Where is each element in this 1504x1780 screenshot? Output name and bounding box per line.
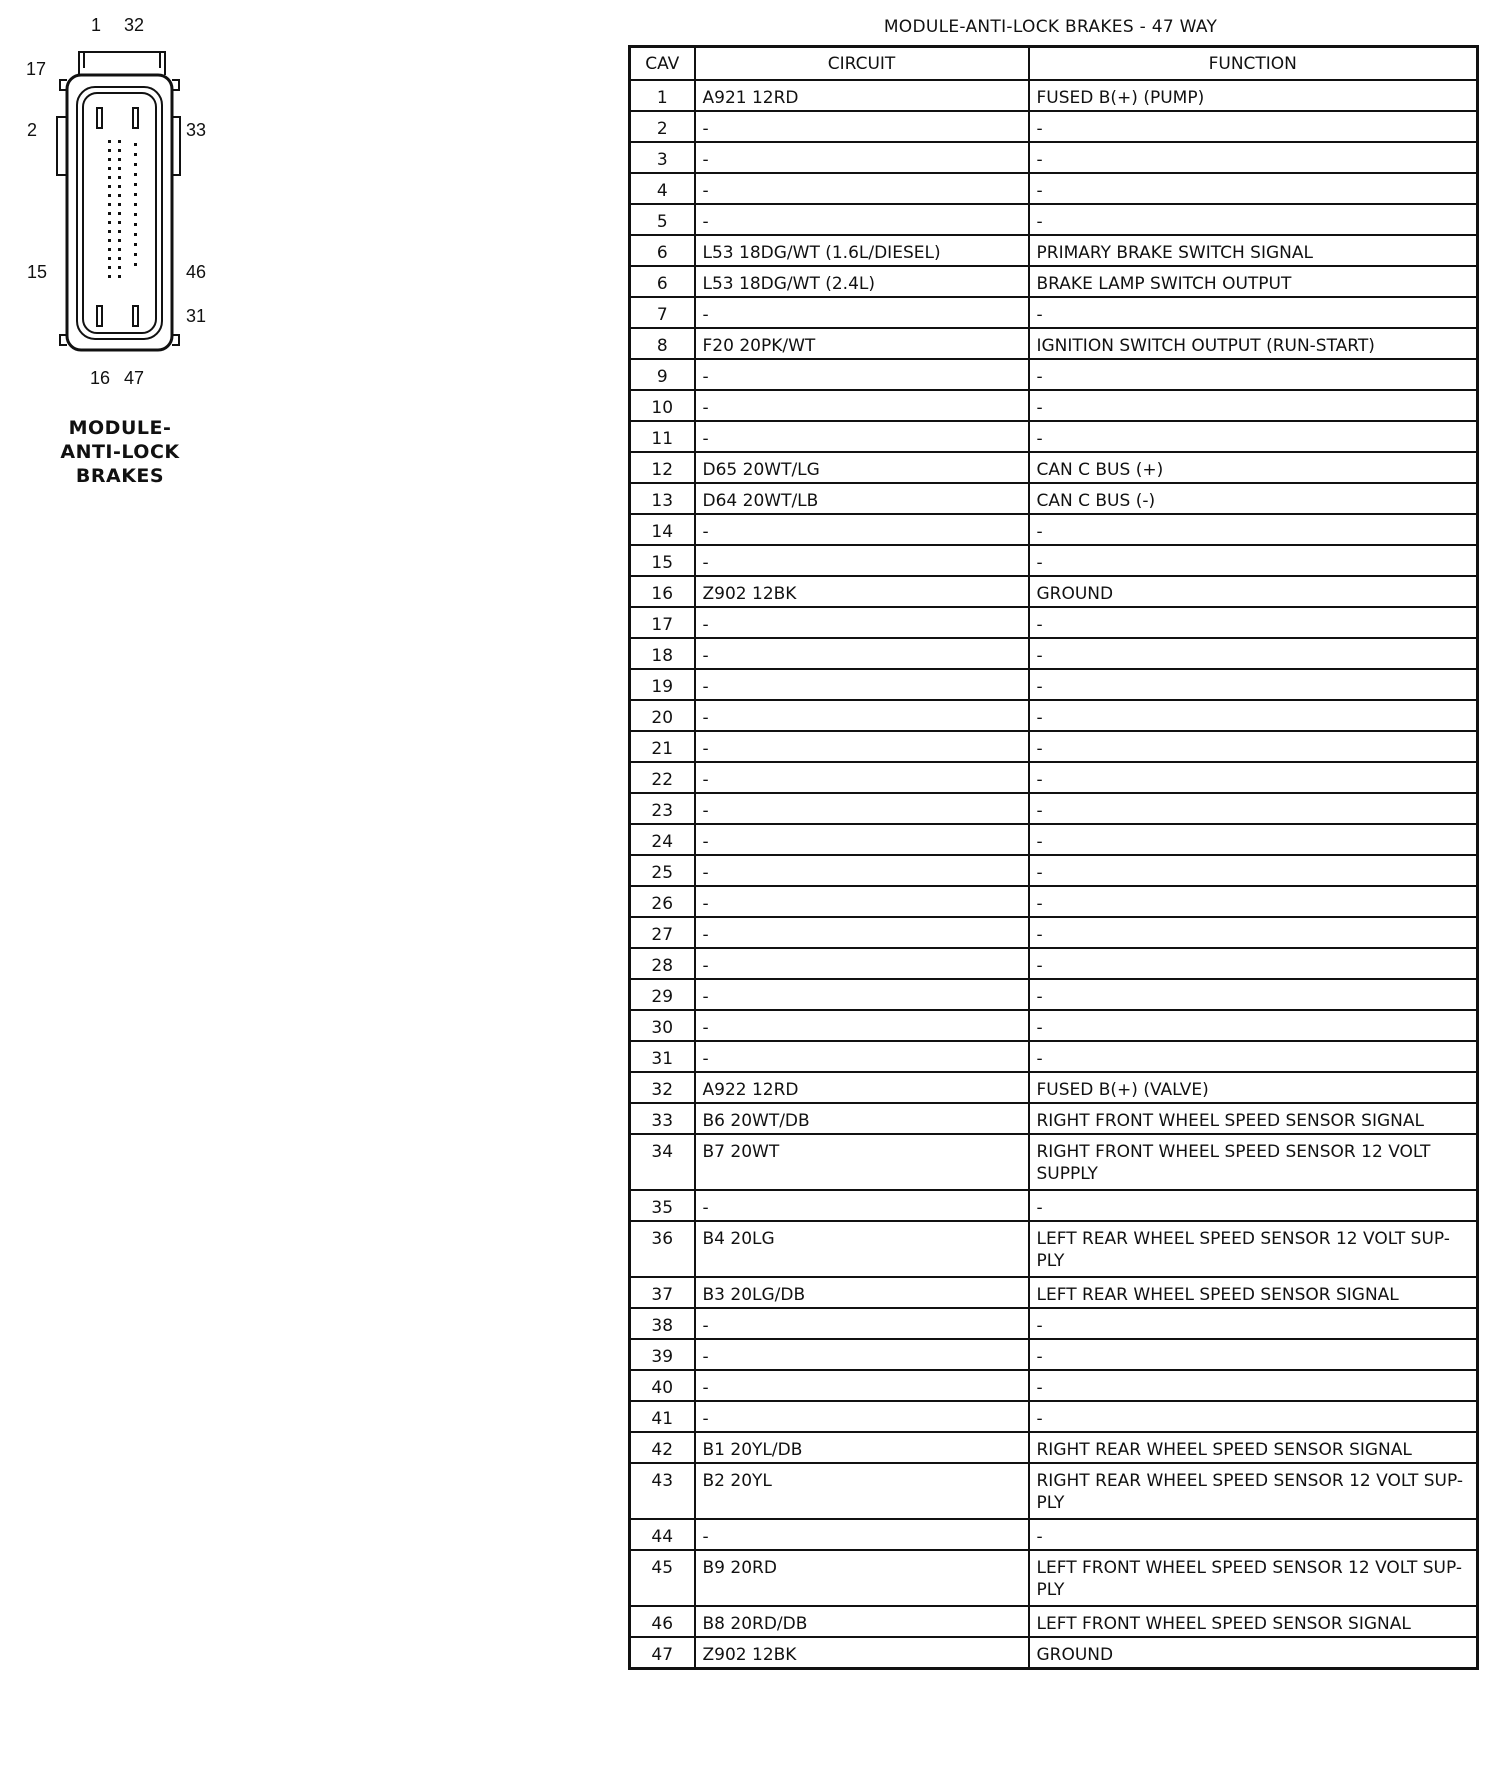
cav-cell: 26: [630, 886, 695, 917]
table-row: [630, 638, 1478, 669]
cav-cell: 19: [630, 669, 695, 700]
table-row: [630, 731, 1478, 762]
pin-label-33: 33: [186, 120, 207, 140]
function-cell: -: [1029, 1308, 1478, 1339]
table-row: [630, 1190, 1478, 1221]
circuit-cell: B8 20RD/DB: [695, 1606, 1029, 1637]
table-row: [630, 421, 1478, 452]
circuit-cell: -: [695, 111, 1029, 142]
pin-cavity: [108, 194, 111, 197]
pin-cavity: [134, 253, 137, 256]
function-cell: -: [1029, 173, 1478, 204]
function-cell: -: [1029, 142, 1478, 173]
function-cell: -: [1029, 204, 1478, 235]
circuit-cell: -: [695, 886, 1029, 917]
pin-cavity: [108, 221, 111, 224]
cav-cell: 17: [630, 607, 695, 638]
function-cell: BRAKE LAMP SWITCH OUTPUT: [1029, 266, 1478, 297]
cav-cell: 6: [630, 266, 695, 297]
cav-cell: 30: [630, 1010, 695, 1041]
pin-cavity: [108, 212, 111, 215]
cav-cell: 22: [630, 762, 695, 793]
function-cell: -: [1029, 669, 1478, 700]
circuit-cell: -: [695, 917, 1029, 948]
pin-cavity: [118, 266, 121, 269]
function-cell: -: [1029, 359, 1478, 390]
function-cell: -: [1029, 1010, 1478, 1041]
function-cell: -: [1029, 1370, 1478, 1401]
table-row: [630, 514, 1478, 545]
circuit-cell: -: [695, 359, 1029, 390]
circuit-cell: Z902 12BK: [695, 1637, 1029, 1668]
circuit-cell: B9 20RD: [695, 1550, 1029, 1606]
function-cell: GROUND: [1029, 576, 1478, 607]
function-cell: -: [1029, 762, 1478, 793]
pin-label-17: 17: [26, 59, 47, 79]
table-row: [630, 576, 1478, 607]
cav-cell: 45: [630, 1550, 695, 1606]
function-cell: -: [1029, 514, 1478, 545]
function-cell: FUSED B(+) (VALVE): [1029, 1072, 1478, 1103]
circuit-cell: -: [695, 669, 1029, 700]
pin-cavity: [134, 153, 137, 156]
table-row: [630, 142, 1478, 173]
table-row: [630, 886, 1478, 917]
cav-cell: 16: [630, 576, 695, 607]
function-cell: -: [1029, 1190, 1478, 1221]
function-cell: -: [1029, 545, 1478, 576]
cav-cell: 13: [630, 483, 695, 514]
circuit-cell: -: [695, 1041, 1029, 1072]
circuit-cell: -: [695, 1401, 1029, 1432]
function-cell: -: [1029, 297, 1478, 328]
circuit-cell: F20 20PK/WT: [695, 328, 1029, 359]
header-function: FUNCTION: [1029, 47, 1478, 81]
circuit-cell: -: [695, 1519, 1029, 1550]
pin-cavity: [118, 221, 121, 224]
pin-cavity: [118, 167, 121, 170]
circuit-cell: -: [695, 1010, 1029, 1041]
function-cell: -: [1029, 917, 1478, 948]
function-cell: PRIMARY BRAKE SWITCH SIGNAL: [1029, 235, 1478, 266]
function-cell: -: [1029, 700, 1478, 731]
table-row: [630, 483, 1478, 514]
table-row: [630, 328, 1478, 359]
circuit-cell: -: [695, 142, 1029, 173]
table-row: [630, 1550, 1478, 1606]
circuit-cell: -: [695, 1190, 1029, 1221]
pin-cavity: [134, 233, 137, 236]
table-row: [630, 824, 1478, 855]
function-cell: -: [1029, 731, 1478, 762]
header-cav: CAV: [630, 47, 695, 81]
table-row: [630, 762, 1478, 793]
cav-cell: 27: [630, 917, 695, 948]
circuit-cell: B1 20YL/DB: [695, 1432, 1029, 1463]
pin-cavity: [118, 248, 121, 251]
pin-cavity: [118, 203, 121, 206]
pin-cavity: [118, 149, 121, 152]
table-row: [630, 111, 1478, 142]
circuit-cell: B3 20LG/DB: [695, 1277, 1029, 1308]
function-cell: GROUND: [1029, 1637, 1478, 1668]
module-name-line: MODULE-: [68, 417, 172, 439]
table-row: [630, 1606, 1478, 1637]
pin-cavity: [118, 239, 121, 242]
circuit-cell: -: [695, 855, 1029, 886]
table-row: [630, 1134, 1478, 1190]
pin-cavity: [118, 194, 121, 197]
pin-cavity: [134, 263, 137, 266]
circuit-cell: -: [695, 638, 1029, 669]
function-cell: CAN C BUS (-): [1029, 483, 1478, 514]
circuit-cell: -: [695, 731, 1029, 762]
pin-cavity: [118, 158, 121, 161]
circuit-cell: -: [695, 824, 1029, 855]
table-row: [630, 1308, 1478, 1339]
pin-cavity: [108, 248, 111, 251]
cav-cell: 36: [630, 1221, 695, 1277]
function-cell: -: [1029, 1519, 1478, 1550]
pin-label-47: 47: [124, 368, 145, 388]
cav-cell: 46: [630, 1606, 695, 1637]
connector-pin-cavities: [108, 140, 137, 278]
circuit-cell: -: [695, 700, 1029, 731]
pin-cavity: [118, 185, 121, 188]
pin-cavity: [108, 176, 111, 179]
function-cell: -: [1029, 111, 1478, 142]
pin-cavity: [108, 167, 111, 170]
function-cell: -: [1029, 390, 1478, 421]
function-cell: LEFT FRONT WHEEL SPEED SENSOR SIGNAL: [1029, 1606, 1478, 1637]
function-cell: RIGHT REAR WHEEL SPEED SENSOR SIGNAL: [1029, 1432, 1478, 1463]
header-circuit: CIRCUIT: [695, 47, 1029, 81]
pinout-table: [628, 45, 1479, 1670]
circuit-cell: -: [695, 762, 1029, 793]
function-cell: IGNITION SWITCH OUTPUT (RUN-START): [1029, 328, 1478, 359]
circuit-cell: D65 20WT/LG: [695, 452, 1029, 483]
table-row: [630, 979, 1478, 1010]
function-cell: RIGHT REAR WHEEL SPEED SENSOR 12 VOLT SUP-PLY: [1029, 1463, 1478, 1519]
table-row: [630, 173, 1478, 204]
cav-cell: 8: [630, 328, 695, 359]
pin-cavity: [134, 243, 137, 246]
pin-cavity: [108, 158, 111, 161]
table-row: [630, 1432, 1478, 1463]
cav-cell: 2: [630, 111, 695, 142]
cav-cell: 14: [630, 514, 695, 545]
pin-cavity: [118, 257, 121, 260]
pin-cavity: [108, 149, 111, 152]
function-cell: CAN C BUS (+): [1029, 452, 1478, 483]
circuit-cell: -: [695, 1339, 1029, 1370]
cav-cell: 28: [630, 948, 695, 979]
function-cell: -: [1029, 1041, 1478, 1072]
function-cell: FUSED B(+) (PUMP): [1029, 80, 1478, 111]
cav-cell: 3: [630, 142, 695, 173]
cav-cell: 5: [630, 204, 695, 235]
circuit-cell: A922 12RD: [695, 1072, 1029, 1103]
pin-cavity: [108, 275, 111, 278]
function-cell: -: [1029, 793, 1478, 824]
circuit-cell: -: [695, 948, 1029, 979]
function-cell: RIGHT FRONT WHEEL SPEED SENSOR SIGNAL: [1029, 1103, 1478, 1134]
table-row: [630, 1401, 1478, 1432]
circuit-cell: -: [695, 204, 1029, 235]
pin-cavity: [134, 203, 137, 206]
cav-cell: 1: [630, 80, 695, 111]
cav-cell: 39: [630, 1339, 695, 1370]
table-row: [630, 297, 1478, 328]
connector-figure: [0, 0, 260, 500]
cav-cell: 23: [630, 793, 695, 824]
pin-label-16: 16: [90, 368, 111, 388]
cav-cell: 34: [630, 1134, 695, 1190]
function-cell: -: [1029, 1401, 1478, 1432]
pin-cavity: [118, 230, 121, 233]
pin-label-15: 15: [27, 262, 48, 282]
cav-cell: 15: [630, 545, 695, 576]
table-row: [630, 1103, 1478, 1134]
module-name-line: ANTI-LOCK: [60, 441, 180, 463]
circuit-cell: A921 12RD: [695, 80, 1029, 111]
circuit-cell: -: [695, 1370, 1029, 1401]
function-cell: LEFT REAR WHEEL SPEED SENSOR SIGNAL: [1029, 1277, 1478, 1308]
cav-cell: 35: [630, 1190, 695, 1221]
table-row: [630, 793, 1478, 824]
cav-cell: 37: [630, 1277, 695, 1308]
pin-cavity: [134, 193, 137, 196]
cav-cell: 40: [630, 1370, 695, 1401]
cav-cell: 47: [630, 1637, 695, 1668]
pin-cavity: [108, 185, 111, 188]
table-row: [630, 390, 1478, 421]
function-cell: -: [1029, 824, 1478, 855]
table-row: [630, 917, 1478, 948]
function-cell: -: [1029, 638, 1478, 669]
circuit-cell: -: [695, 979, 1029, 1010]
circuit-cell: L53 18DG/WT (2.4L): [695, 266, 1029, 297]
cav-cell: 33: [630, 1103, 695, 1134]
pin-cavity: [134, 173, 137, 176]
pin-cavity: [118, 212, 121, 215]
cav-cell: 44: [630, 1519, 695, 1550]
circuit-cell: D64 20WT/LB: [695, 483, 1029, 514]
table-row: [630, 1010, 1478, 1041]
pin-cavity: [108, 257, 111, 260]
table-header-row: [630, 47, 1478, 81]
circuit-cell: B6 20WT/DB: [695, 1103, 1029, 1134]
pin-label-32: 32: [124, 15, 145, 35]
circuit-cell: -: [695, 514, 1029, 545]
table-row: [630, 1519, 1478, 1550]
table-row: [630, 80, 1478, 111]
cav-cell: 31: [630, 1041, 695, 1072]
table-row: [630, 1221, 1478, 1277]
pin-label-46: 46: [186, 262, 207, 282]
cav-cell: 4: [630, 173, 695, 204]
circuit-cell: B2 20YL: [695, 1463, 1029, 1519]
pin-cavity: [108, 239, 111, 242]
pin-label-2: 2: [27, 120, 38, 140]
table-row: [630, 452, 1478, 483]
cav-cell: 42: [630, 1432, 695, 1463]
cav-cell: 25: [630, 855, 695, 886]
cav-cell: 38: [630, 1308, 695, 1339]
function-cell: -: [1029, 886, 1478, 917]
table-row: [630, 948, 1478, 979]
circuit-cell: -: [695, 793, 1029, 824]
connector-face-drawing: [0, 0, 260, 410]
pin-label-31: 31: [186, 306, 207, 326]
cav-cell: 41: [630, 1401, 695, 1432]
cav-cell: 11: [630, 421, 695, 452]
circuit-cell: -: [695, 421, 1029, 452]
cav-cell: 24: [630, 824, 695, 855]
cav-cell: 12: [630, 452, 695, 483]
cav-cell: 18: [630, 638, 695, 669]
circuit-cell: B4 20LG: [695, 1221, 1029, 1277]
table-row: [630, 700, 1478, 731]
pin-label-1: 1: [91, 15, 102, 35]
pin-cavity: [118, 176, 121, 179]
module-name-line: BRAKES: [75, 465, 165, 487]
table-row: [630, 1277, 1478, 1308]
table-row: [630, 1339, 1478, 1370]
pin-cavity: [134, 223, 137, 226]
module-name: [40, 416, 200, 488]
pin-cavity: [134, 213, 137, 216]
cav-cell: 32: [630, 1072, 695, 1103]
table-row: [630, 545, 1478, 576]
cav-cell: 7: [630, 297, 695, 328]
circuit-cell: L53 18DG/WT (1.6L/DIESEL): [695, 235, 1029, 266]
table-row: [630, 1072, 1478, 1103]
function-cell: -: [1029, 1339, 1478, 1370]
pin-cavity: [134, 143, 137, 146]
cav-cell: 20: [630, 700, 695, 731]
pin-cavity: [108, 230, 111, 233]
circuit-cell: -: [695, 297, 1029, 328]
table-row: [630, 204, 1478, 235]
function-cell: -: [1029, 607, 1478, 638]
table-row: [630, 1041, 1478, 1072]
pin-cavity: [108, 266, 111, 269]
cav-cell: 29: [630, 979, 695, 1010]
cav-cell: 43: [630, 1463, 695, 1519]
table-title: MODULE-ANTI-LOCK BRAKES - 47 WAY: [883, 17, 1218, 37]
function-cell: RIGHT FRONT WHEEL SPEED SENSOR 12 VOLT SUPPLY: [1029, 1134, 1478, 1190]
table-row: [630, 607, 1478, 638]
table-row: [630, 235, 1478, 266]
function-cell: -: [1029, 948, 1478, 979]
pin-cavity: [134, 183, 137, 186]
pin-cavity: [118, 275, 121, 278]
circuit-cell: -: [695, 545, 1029, 576]
function-cell: -: [1029, 979, 1478, 1010]
pin-cavity: [108, 140, 111, 143]
function-cell: LEFT FRONT WHEEL SPEED SENSOR 12 VOLT SUP-PLY: [1029, 1550, 1478, 1606]
function-cell: -: [1029, 855, 1478, 886]
table-row: [630, 855, 1478, 886]
table-row: [630, 669, 1478, 700]
table-row: [630, 1637, 1478, 1668]
circuit-cell: Z902 12BK: [695, 576, 1029, 607]
cav-cell: 6: [630, 235, 695, 266]
pin-cavity: [134, 163, 137, 166]
function-cell: -: [1029, 421, 1478, 452]
circuit-cell: -: [695, 1308, 1029, 1339]
table-row: [630, 1370, 1478, 1401]
table-row: [630, 1463, 1478, 1519]
circuit-cell: -: [695, 173, 1029, 204]
function-cell: LEFT REAR WHEEL SPEED SENSOR 12 VOLT SUP-PLY: [1029, 1221, 1478, 1277]
cav-cell: 10: [630, 390, 695, 421]
pin-cavity: [118, 140, 121, 143]
circuit-cell: -: [695, 607, 1029, 638]
table-row: [630, 359, 1478, 390]
pin-cavity: [108, 203, 111, 206]
circuit-cell: B7 20WT: [695, 1134, 1029, 1190]
circuit-cell: -: [695, 390, 1029, 421]
table-row: [630, 266, 1478, 297]
cav-cell: 21: [630, 731, 695, 762]
cav-cell: 9: [630, 359, 695, 390]
